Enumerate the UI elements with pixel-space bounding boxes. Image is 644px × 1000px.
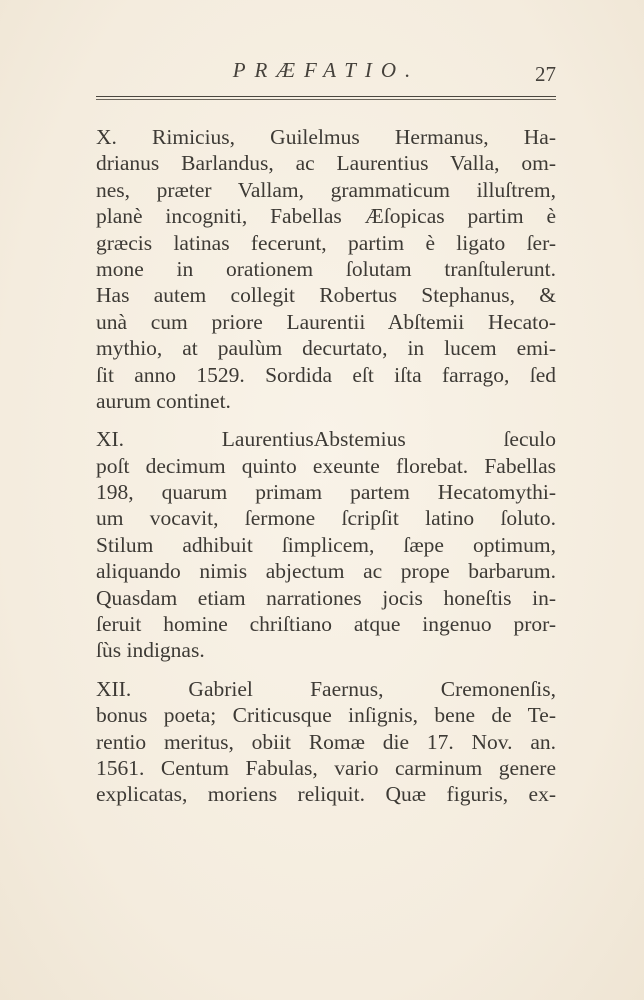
text-line: planè incogniti, Fabellas Æſopicas partim è — [96, 204, 556, 229]
paragraph-xii — [96, 676, 556, 808]
text-line: XII. Gabriel Faernus, Cremonenſis, — [96, 676, 556, 701]
text-line: aurum continet. — [96, 388, 231, 413]
text-line: græcis latinas fecerunt, partim è ligato ſer- — [96, 230, 556, 255]
paragraph-x — [96, 124, 556, 414]
text-line: 198, quarum primam partem Hecatomythi- — [96, 480, 556, 505]
text-line: explicatas, moriens reliquit. Quæ figuris, ex- — [96, 782, 556, 807]
body-text — [96, 124, 556, 820]
text-line: ſit anno 1529. Sordida eſt iſta farrago, ſed — [96, 362, 556, 387]
text-line: um vocavit, ſermone ſcripſit latino ſoluto. — [96, 506, 556, 531]
page-number: 27 — [535, 62, 556, 86]
text-line: Has autem collegit Robertus Stephanus, & — [96, 283, 556, 308]
text-line: Quasdam etiam narrationes jocis honeſtis in- — [96, 585, 556, 610]
text-line: X. Rimicius, Guilelmus Hermanus, Ha- — [96, 125, 556, 149]
text-line: Stilum adhibuit ſimplicem, ſæpe optimum, — [96, 532, 556, 557]
text-line: aliquando nimis abjectum ac prope barbarum. — [96, 559, 556, 584]
running-head: PRÆFATIO. — [232, 58, 420, 82]
text-line: 1561. Centum Fabulas, vario carminum genere — [96, 755, 556, 780]
page-header — [96, 58, 556, 88]
header-rule — [96, 96, 556, 100]
text-line: ſùs indignas. — [96, 638, 205, 663]
text-line: drianus Barlandus, ac Laurentius Valla, om- — [96, 151, 556, 176]
text-line: unà cum priore Laurentii Abſtemii Hecato- — [96, 309, 556, 334]
text-line: poſt decimum quinto exeunte florebat. Fabellas — [96, 453, 556, 478]
text-line: rentio meritus, obiit Romæ die 17. Nov. an. — [96, 729, 556, 754]
text-line: mone in orationem ſolutam tranſtulerunt. — [96, 256, 556, 281]
text-line: nes, præter Vallam, grammaticum illuſtrem, — [96, 177, 556, 202]
text-line: ſeruit homine chriſtiano atque ingenuo pror- — [96, 612, 556, 637]
paragraph-xi — [96, 426, 556, 664]
text-line: bonus poeta; Criticusque inſignis, bene de Te- — [96, 703, 556, 728]
text-line: mythio, at paulùm decurtato, in lucem emi- — [96, 336, 556, 361]
text-line: XI. LaurentiusAbstemius ſeculo — [96, 427, 556, 452]
